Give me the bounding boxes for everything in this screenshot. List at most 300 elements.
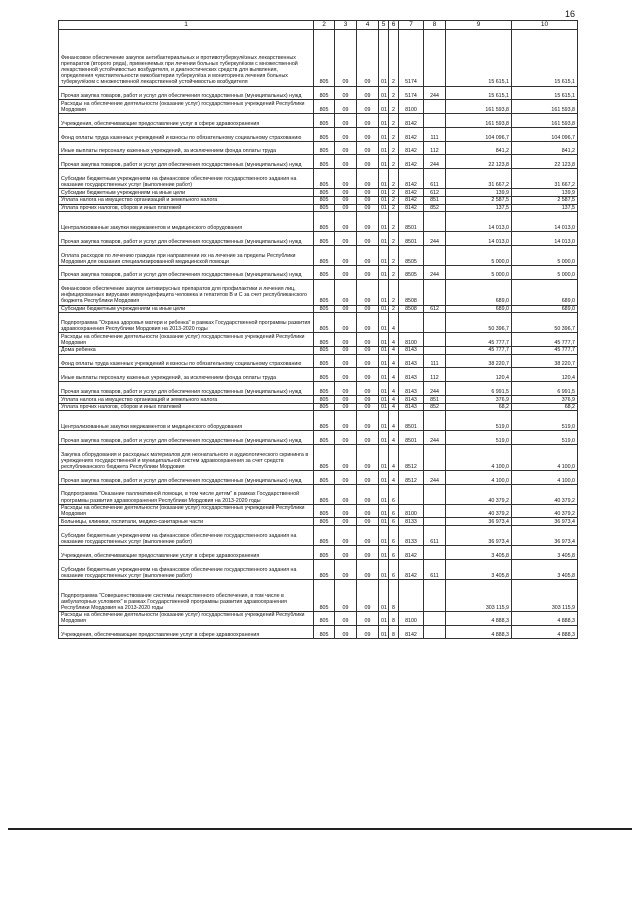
- subprogram-code-cell: 6: [389, 504, 399, 518]
- admin-code-cell: 805: [314, 346, 335, 354]
- amount-2015-cell: 50 396,7: [512, 313, 578, 333]
- amount-2015-cell: 3 405,8: [512, 559, 578, 579]
- amount-2014-cell: 2 587,5: [446, 196, 512, 204]
- admin-code-cell: 805: [314, 30, 335, 87]
- expense-type-code-cell: [424, 346, 446, 354]
- target-item-code-cell: [399, 579, 424, 611]
- subsection-code-cell: 09: [357, 504, 379, 518]
- col-header: 8: [424, 21, 446, 30]
- table-row: [59, 141, 578, 155]
- admin-code-cell: 805: [314, 189, 335, 197]
- amount-2014-cell: 689,0: [446, 305, 512, 313]
- admin-code-cell: 805: [314, 333, 335, 347]
- subsection-code-cell: 09: [357, 354, 379, 368]
- subsection-code-cell: 09: [357, 333, 379, 347]
- table-row: [59, 305, 578, 313]
- section-code-cell: 09: [335, 382, 357, 396]
- target-item-code-cell: 5174: [399, 86, 424, 100]
- admin-code-cell: 805: [314, 279, 335, 305]
- amount-2015-cell: 22 123,8: [512, 155, 578, 169]
- program-code-cell: 01: [379, 313, 389, 333]
- program-code-cell: 01: [379, 189, 389, 197]
- admin-code-cell: 805: [314, 431, 335, 445]
- subprogram-code-cell: 6: [389, 546, 399, 560]
- table-row: [59, 189, 578, 197]
- subsection-code-cell: 09: [357, 382, 379, 396]
- amount-2014-cell: 519,0: [446, 411, 512, 431]
- item-name-cell: Закупка оборудования и расходных материалов для неонатального и аудиологического скрининга в учреждениях государственной и муниципальной систем здравоохранения за счет средств республиканского бюджета Республики Мордовия: [59, 444, 314, 470]
- subprogram-code-cell: 2: [389, 86, 399, 100]
- subprogram-code-cell: 4: [389, 411, 399, 431]
- section-code-cell: 09: [335, 504, 357, 518]
- section-code-cell: 09: [335, 265, 357, 279]
- target-item-code-cell: 8100: [399, 333, 424, 347]
- expense-type-code-cell: [424, 212, 446, 232]
- expense-type-code-cell: [424, 484, 446, 504]
- amount-2015-cell: 2 587,5: [512, 196, 578, 204]
- amount-2015-cell: 36 973,4: [512, 518, 578, 526]
- admin-code-cell: 805: [314, 611, 335, 625]
- admin-code-cell: 805: [314, 470, 335, 484]
- subsection-code-cell: 09: [357, 30, 379, 87]
- target-item-code-cell: 8505: [399, 265, 424, 279]
- subsection-code-cell: 09: [357, 212, 379, 232]
- target-item-code-cell: 8142: [399, 204, 424, 212]
- program-code-cell: 01: [379, 333, 389, 347]
- subsection-code-cell: 09: [357, 470, 379, 484]
- subsection-code-cell: 09: [357, 100, 379, 114]
- target-item-code-cell: 8501: [399, 431, 424, 445]
- section-code-cell: 09: [335, 232, 357, 246]
- item-name-cell: Учреждения, обеспечивающие предоставление услуг в сфере здравоохранения: [59, 625, 314, 639]
- item-name-cell: Прочая закупка товаров, работ и услуг для обеспечения государственных (муниципальных) нужд: [59, 232, 314, 246]
- amount-2015-cell: 40 379,2: [512, 504, 578, 518]
- section-code-cell: 09: [335, 86, 357, 100]
- table-row: [59, 395, 578, 403]
- item-name-cell: Иные выплаты персоналу казенных учреждений, за исключением фонда оплаты труда: [59, 368, 314, 382]
- section-code-cell: 09: [335, 114, 357, 128]
- program-code-cell: 01: [379, 204, 389, 212]
- expense-type-code-cell: 851: [424, 395, 446, 403]
- expense-type-code-cell: 611: [424, 559, 446, 579]
- table-row: [59, 265, 578, 279]
- expense-type-code-cell: [424, 625, 446, 639]
- program-code-cell: 01: [379, 518, 389, 526]
- program-code-cell: 01: [379, 232, 389, 246]
- expense-type-code-cell: [424, 279, 446, 305]
- amount-2014-cell: 4 888,3: [446, 625, 512, 639]
- amount-2014-cell: 376,9: [446, 395, 512, 403]
- section-code-cell: 09: [335, 579, 357, 611]
- subsection-code-cell: 09: [357, 526, 379, 546]
- subsection-code-cell: 09: [357, 579, 379, 611]
- subprogram-code-cell: 8: [389, 579, 399, 611]
- program-code-cell: 01: [379, 305, 389, 313]
- subprogram-code-cell: 2: [389, 232, 399, 246]
- section-code-cell: 09: [335, 212, 357, 232]
- subsection-code-cell: 09: [357, 169, 379, 189]
- amount-2014-cell: 689,0: [446, 279, 512, 305]
- subprogram-code-cell: 6: [389, 559, 399, 579]
- subprogram-code-cell: 4: [389, 403, 399, 411]
- admin-code-cell: 805: [314, 245, 335, 265]
- admin-code-cell: 805: [314, 546, 335, 560]
- item-name-cell: Прочая закупка товаров, работ и услуг для обеспечения государственных (муниципальных) нужд: [59, 86, 314, 100]
- section-code-cell: 09: [335, 305, 357, 313]
- amount-2015-cell: 45 777,7: [512, 346, 578, 354]
- amount-2014-cell: 519,0: [446, 431, 512, 445]
- subprogram-code-cell: 2: [389, 279, 399, 305]
- table-row: [59, 30, 578, 87]
- target-item-code-cell: [399, 484, 424, 504]
- item-name-cell: Прочая закупка товаров, работ и услуг для обеспечения государственных (муниципальных) нужд: [59, 470, 314, 484]
- item-name-cell: Субсидии бюджетным учреждениям на финансовое обеспечение государственного задания на оказание государственных услуг (выполнение работ): [59, 169, 314, 189]
- subprogram-code-cell: 8: [389, 625, 399, 639]
- amount-2015-cell: 15 615,1: [512, 30, 578, 87]
- section-code-cell: 09: [335, 346, 357, 354]
- admin-code-cell: 805: [314, 559, 335, 579]
- subsection-code-cell: 09: [357, 232, 379, 246]
- subprogram-code-cell: 2: [389, 212, 399, 232]
- amount-2014-cell: 22 123,8: [446, 155, 512, 169]
- section-code-cell: 09: [335, 155, 357, 169]
- section-code-cell: 09: [335, 625, 357, 639]
- table-row: [59, 196, 578, 204]
- target-item-code-cell: 8143: [399, 382, 424, 396]
- table-row: [59, 504, 578, 518]
- subsection-code-cell: 09: [357, 313, 379, 333]
- expense-type-code-cell: 244: [424, 431, 446, 445]
- col-header: 6: [389, 21, 399, 30]
- table-row: [59, 346, 578, 354]
- target-item-code-cell: 8512: [399, 470, 424, 484]
- expense-type-code-cell: 244: [424, 265, 446, 279]
- amount-2015-cell: 120,4: [512, 368, 578, 382]
- subprogram-code-cell: 6: [389, 484, 399, 504]
- admin-code-cell: 805: [314, 100, 335, 114]
- admin-code-cell: 805: [314, 526, 335, 546]
- amount-2014-cell: 139,9: [446, 189, 512, 197]
- table-header-row: [59, 21, 578, 30]
- item-name-cell: Оплата расходов по лечению граждан при направлении их на лечение за пределы Республики Мордовия для оказания специализированной медицинской помощи: [59, 245, 314, 265]
- col-header: 2: [314, 21, 335, 30]
- subsection-code-cell: 09: [357, 518, 379, 526]
- admin-code-cell: 805: [314, 395, 335, 403]
- program-code-cell: 01: [379, 395, 389, 403]
- item-name-cell: Уплата налога на имущество организаций и земельного налога: [59, 196, 314, 204]
- program-code-cell: 01: [379, 155, 389, 169]
- expense-type-code-cell: 112: [424, 141, 446, 155]
- item-name-cell: Прочая закупка товаров, работ и услуг для обеспечения государственных (муниципальных) нужд: [59, 265, 314, 279]
- table-row: [59, 313, 578, 333]
- section-code-cell: 09: [335, 368, 357, 382]
- amount-2015-cell: 68,2: [512, 403, 578, 411]
- amount-2015-cell: 15 615,1: [512, 86, 578, 100]
- target-item-code-cell: 8143: [399, 354, 424, 368]
- item-name-cell: Финансовое обеспечение закупок антивирусных препаратов для профилактики и лечения лиц, инфицированных вирусами иммунодефицита человека и гепатитов В и С за счет республиканского бюджета Республики Мордовия: [59, 279, 314, 305]
- program-code-cell: 01: [379, 526, 389, 546]
- section-code-cell: 09: [335, 279, 357, 305]
- amount-2014-cell: 303 115,9: [446, 579, 512, 611]
- item-name-cell: Субсидии бюджетным учреждениям на иные цели: [59, 189, 314, 197]
- subprogram-code-cell: 2: [389, 305, 399, 313]
- table-row: [59, 518, 578, 526]
- item-name-cell: Подпрограмма "Оказание паллиативной помощи, в том числе детям" в рамках Государственной программы развития здравоохранения Республики Мордовия на 2013-2020 годы: [59, 484, 314, 504]
- target-item-code-cell: 8100: [399, 504, 424, 518]
- subprogram-code-cell: 4: [389, 346, 399, 354]
- amount-2015-cell: 6 991,5: [512, 382, 578, 396]
- target-item-code-cell: 8142: [399, 196, 424, 204]
- section-code-cell: 09: [335, 526, 357, 546]
- expense-type-code-cell: [424, 444, 446, 470]
- expense-type-code-cell: 611: [424, 169, 446, 189]
- target-item-code-cell: 8501: [399, 232, 424, 246]
- program-code-cell: 01: [379, 403, 389, 411]
- amount-2014-cell: 4 100,0: [446, 444, 512, 470]
- amount-2015-cell: 4 100,0: [512, 470, 578, 484]
- table-row: [59, 546, 578, 560]
- page-number: 16: [565, 9, 576, 19]
- section-code-cell: 09: [335, 141, 357, 155]
- amount-2015-cell: 104 096,7: [512, 127, 578, 141]
- table-row: [59, 484, 578, 504]
- amount-2014-cell: 841,2: [446, 141, 512, 155]
- subsection-code-cell: 09: [357, 305, 379, 313]
- section-code-cell: 09: [335, 411, 357, 431]
- table-row: [59, 354, 578, 368]
- amount-2014-cell: 161 593,8: [446, 114, 512, 128]
- program-code-cell: 01: [379, 346, 389, 354]
- program-code-cell: 01: [379, 265, 389, 279]
- program-code-cell: 01: [379, 114, 389, 128]
- col-header: 1: [59, 21, 314, 30]
- subprogram-code-cell: 4: [389, 368, 399, 382]
- subprogram-code-cell: 4: [389, 431, 399, 445]
- expense-type-code-cell: 244: [424, 470, 446, 484]
- admin-code-cell: 805: [314, 411, 335, 431]
- subprogram-code-cell: 2: [389, 141, 399, 155]
- amount-2015-cell: 4 888,3: [512, 625, 578, 639]
- item-name-cell: Прочая закупка товаров, работ и услуг для обеспечения государственных (муниципальных) нужд: [59, 155, 314, 169]
- expense-type-code-cell: 611: [424, 526, 446, 546]
- admin-code-cell: 805: [314, 313, 335, 333]
- subsection-code-cell: 09: [357, 86, 379, 100]
- table-row: [59, 114, 578, 128]
- amount-2014-cell: 5 000,0: [446, 245, 512, 265]
- amount-2014-cell: 4 888,3: [446, 611, 512, 625]
- section-code-cell: 09: [335, 313, 357, 333]
- subsection-code-cell: 09: [357, 411, 379, 431]
- subsection-code-cell: 09: [357, 245, 379, 265]
- section-code-cell: 09: [335, 431, 357, 445]
- table-row: [59, 444, 578, 470]
- admin-code-cell: 805: [314, 354, 335, 368]
- program-code-cell: 01: [379, 444, 389, 470]
- section-code-cell: 09: [335, 518, 357, 526]
- program-code-cell: 01: [379, 169, 389, 189]
- section-code-cell: 09: [335, 100, 357, 114]
- table-row: [59, 411, 578, 431]
- section-code-cell: 09: [335, 444, 357, 470]
- budget-table: [58, 20, 578, 639]
- table-row: [59, 212, 578, 232]
- subsection-code-cell: 09: [357, 265, 379, 279]
- item-name-cell: Централизованные закупки медикаментов и медицинского оборудования: [59, 411, 314, 431]
- table-row: [59, 245, 578, 265]
- amount-2015-cell: 519,0: [512, 431, 578, 445]
- admin-code-cell: 805: [314, 368, 335, 382]
- section-code-cell: 09: [335, 546, 357, 560]
- subsection-code-cell: 09: [357, 484, 379, 504]
- amount-2015-cell: 376,9: [512, 395, 578, 403]
- subsection-code-cell: 09: [357, 189, 379, 197]
- item-name-cell: Централизованные закупки медикаментов и медицинского оборудования: [59, 212, 314, 232]
- subsection-code-cell: 09: [357, 279, 379, 305]
- subprogram-code-cell: 2: [389, 127, 399, 141]
- target-item-code-cell: 8143: [399, 403, 424, 411]
- amount-2014-cell: 68,2: [446, 403, 512, 411]
- program-code-cell: 01: [379, 196, 389, 204]
- item-name-cell: Иные выплаты персоналу казенных учреждений, за исключением фонда оплаты труда: [59, 141, 314, 155]
- program-code-cell: 01: [379, 484, 389, 504]
- admin-code-cell: 805: [314, 382, 335, 396]
- item-name-cell: Подпрограмма "Охрана здоровья матери и ребенка" в рамках Государственной программы развития здравоохранения Республики Мордовия на 2013-2020 годы: [59, 313, 314, 333]
- expense-type-code-cell: 112: [424, 368, 446, 382]
- amount-2014-cell: 36 973,4: [446, 526, 512, 546]
- program-code-cell: 01: [379, 279, 389, 305]
- section-code-cell: 09: [335, 484, 357, 504]
- table-row: [59, 155, 578, 169]
- program-code-cell: 01: [379, 212, 389, 232]
- target-item-code-cell: 8142: [399, 114, 424, 128]
- amount-2014-cell: 45 777,7: [446, 333, 512, 347]
- section-code-cell: 09: [335, 127, 357, 141]
- expense-type-code-cell: 612: [424, 305, 446, 313]
- table-row: [59, 559, 578, 579]
- admin-code-cell: 805: [314, 232, 335, 246]
- section-code-cell: 09: [335, 245, 357, 265]
- amount-2015-cell: 303 115,9: [512, 579, 578, 611]
- program-code-cell: 01: [379, 411, 389, 431]
- section-code-cell: 09: [335, 30, 357, 87]
- subprogram-code-cell: 4: [389, 382, 399, 396]
- program-code-cell: 01: [379, 368, 389, 382]
- item-name-cell: Уплата налога на имущество организаций и земельного налога: [59, 395, 314, 403]
- subsection-code-cell: 09: [357, 141, 379, 155]
- item-name-cell: Уплата прочих налогов, сборов и иных платежей: [59, 204, 314, 212]
- admin-code-cell: 805: [314, 625, 335, 639]
- amount-2015-cell: 139,9: [512, 189, 578, 197]
- subprogram-code-cell: 4: [389, 395, 399, 403]
- program-code-cell: 01: [379, 611, 389, 625]
- expense-type-code-cell: [424, 518, 446, 526]
- expense-type-code-cell: 244: [424, 232, 446, 246]
- amount-2014-cell: 40 379,2: [446, 504, 512, 518]
- item-name-cell: Субсидии бюджетным учреждениям на финансовое обеспечение государственного задания на оказание государственных услуг (выполнение работ): [59, 526, 314, 546]
- program-code-cell: 01: [379, 245, 389, 265]
- amount-2014-cell: 120,4: [446, 368, 512, 382]
- section-code-cell: 09: [335, 470, 357, 484]
- section-code-cell: 09: [335, 169, 357, 189]
- target-item-code-cell: 8505: [399, 245, 424, 265]
- subsection-code-cell: 09: [357, 346, 379, 354]
- expense-type-code-cell: [424, 30, 446, 87]
- section-code-cell: 09: [335, 333, 357, 347]
- amount-2014-cell: 5 000,0: [446, 265, 512, 279]
- amount-2014-cell: 15 615,1: [446, 30, 512, 87]
- amount-2014-cell: 45 777,7: [446, 346, 512, 354]
- amount-2015-cell: 5 000,0: [512, 265, 578, 279]
- subprogram-code-cell: 2: [389, 169, 399, 189]
- target-item-code-cell: 8142: [399, 189, 424, 197]
- item-name-cell: Расходы на обеспечение деятельности (оказание услуг) государственных учреждений Республики Мордовия: [59, 333, 314, 347]
- amount-2014-cell: 40 379,2: [446, 484, 512, 504]
- table-row: [59, 431, 578, 445]
- amount-2015-cell: 36 973,4: [512, 526, 578, 546]
- subprogram-code-cell: 4: [389, 333, 399, 347]
- subprogram-code-cell: 2: [389, 100, 399, 114]
- amount-2014-cell: 104 096,7: [446, 127, 512, 141]
- amount-2015-cell: 45 777,7: [512, 333, 578, 347]
- section-code-cell: 09: [335, 204, 357, 212]
- amount-2015-cell: 38 220,7: [512, 354, 578, 368]
- amount-2015-cell: 3 405,8: [512, 546, 578, 560]
- subsection-code-cell: 09: [357, 546, 379, 560]
- subsection-code-cell: 09: [357, 204, 379, 212]
- table-row: [59, 368, 578, 382]
- table-row: [59, 232, 578, 246]
- expense-type-code-cell: [424, 100, 446, 114]
- admin-code-cell: 805: [314, 196, 335, 204]
- target-item-code-cell: 8142: [399, 625, 424, 639]
- section-code-cell: 09: [335, 559, 357, 579]
- subsection-code-cell: 09: [357, 368, 379, 382]
- program-code-cell: 01: [379, 127, 389, 141]
- amount-2014-cell: 50 396,7: [446, 313, 512, 333]
- section-code-cell: 09: [335, 354, 357, 368]
- item-name-cell: Подпрограмма "Совершенствование системы лекарственного обеспечения, в том числе в амбулаторных условиях" в рамках Государственной программы развития здравоохранения Республики Мордовия на 2013-2020 годы: [59, 579, 314, 611]
- expense-type-code-cell: 111: [424, 127, 446, 141]
- subprogram-code-cell: 2: [389, 265, 399, 279]
- expense-type-code-cell: [424, 313, 446, 333]
- subsection-code-cell: 09: [357, 403, 379, 411]
- item-name-cell: Субсидии бюджетным учреждениям на иные цели: [59, 305, 314, 313]
- subsection-code-cell: 09: [357, 444, 379, 470]
- subsection-code-cell: 09: [357, 611, 379, 625]
- admin-code-cell: 805: [314, 504, 335, 518]
- target-item-code-cell: 8133: [399, 518, 424, 526]
- item-name-cell: Расходы на обеспечение деятельности (оказание услуг) государственных учреждений Республики Мордовия: [59, 100, 314, 114]
- target-item-code-cell: 8142: [399, 546, 424, 560]
- target-item-code-cell: 8142: [399, 141, 424, 155]
- admin-code-cell: 805: [314, 114, 335, 128]
- subprogram-code-cell: 2: [389, 245, 399, 265]
- subsection-code-cell: 09: [357, 559, 379, 579]
- program-code-cell: 01: [379, 546, 389, 560]
- subprogram-code-cell: 2: [389, 30, 399, 87]
- target-item-code-cell: 8512: [399, 444, 424, 470]
- admin-code-cell: 805: [314, 265, 335, 279]
- subsection-code-cell: 09: [357, 431, 379, 445]
- amount-2014-cell: 15 615,1: [446, 86, 512, 100]
- target-item-code-cell: 8508: [399, 279, 424, 305]
- admin-code-cell: 805: [314, 169, 335, 189]
- amount-2015-cell: 689,0: [512, 305, 578, 313]
- amount-2014-cell: 38 220,7: [446, 354, 512, 368]
- admin-code-cell: 805: [314, 212, 335, 232]
- target-item-code-cell: 8142: [399, 169, 424, 189]
- subprogram-code-cell: 2: [389, 189, 399, 197]
